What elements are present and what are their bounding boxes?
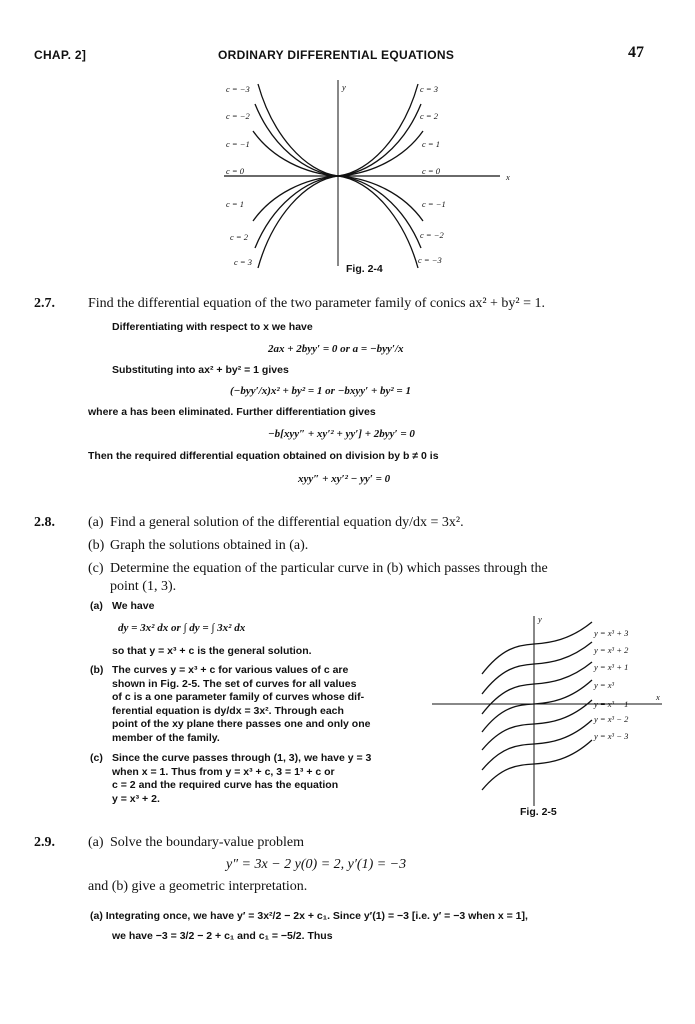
fig24-label-right-1: c = 2 (420, 111, 439, 121)
p28-a-equation: dy = 3x² dx or ∫ dy = ∫ 3x² dx (118, 622, 246, 634)
fig24-label-left-6: c = 3 (234, 257, 253, 267)
fig24-label-left-2: c = −1 (226, 139, 250, 149)
fig24-label-left-1: c = −2 (226, 111, 250, 121)
fig24-label-right-4: c = −1 (422, 199, 446, 209)
p28-b-line-3: ferential equation is dy/dx = 3x². Through each (112, 704, 344, 717)
fig25-caption: Fig. 2-5 (520, 806, 557, 818)
p28-qb-label: (b) (88, 538, 105, 553)
p27-eq-4: xyy″ + xy′² − yy′ = 0 (298, 473, 391, 485)
fig25-curve-label-2: y = x³ + 1 (594, 662, 629, 672)
p29-question: Solve the boundary-value problem (110, 835, 305, 850)
p28-b-line-4: point of the xy plane there passes one and only one (112, 718, 371, 730)
p27-line-3: where a has been eliminated. Further differentiation gives (88, 406, 376, 418)
p29-equation: y″ = 3x − 2 y(0) = 2, y′(1) = −3 (226, 857, 407, 872)
p28-qc-line-1: Determine the equation of the particular curve in (b) which passes through the (110, 561, 548, 576)
fig24-label-right-3: c = 0 (422, 166, 441, 176)
fig25-curve-label-1: y = x³ + 2 (594, 645, 629, 655)
problem-2-8-number: 2.8. (34, 515, 55, 530)
p28-c-line-0: Since the curve passes through (1, 3), we have y = 3 (112, 752, 372, 764)
fig24-label-left-4: c = 1 (226, 199, 245, 209)
fig25-curve-label-0: y = x³ + 3 (594, 628, 629, 638)
fig24-caption: Fig. 2-4 (346, 263, 383, 275)
p28-c-line-1: when x = 1. Thus from y = x³ + c, 3 = 1³ + c or (112, 765, 335, 778)
p27-line-2: Substituting into ax² + by² = 1 gives (112, 364, 289, 376)
fig25-curve-label-6: y = x³ − 3 (594, 731, 629, 741)
fig25-axis-x-label: x (656, 692, 660, 702)
p28-a-label: (a) (90, 600, 103, 612)
p29-q-label: (a) (88, 835, 104, 850)
p28-b-line-2: of c is a one parameter family of curves whose dif- (112, 691, 365, 703)
p28-c-text (112, 752, 371, 806)
p27-eq-3: −b[xyy″ + xy′² + yy′] + 2byy′ = 0 (268, 428, 415, 440)
fig25-curve-label-3: y = x³ (594, 680, 615, 690)
fig24-label-left-5: c = 2 (230, 232, 249, 242)
p29-question-2: and (b) give a geometric interpretation. (88, 879, 308, 894)
fig25-curve-label-4: y = x³ − 1 (594, 699, 629, 709)
p28-c-label: (c) (90, 752, 103, 764)
fig25-curve-label-5: y = x³ − 2 (594, 714, 629, 724)
p28-a-so: so that y = x³ + c is the general solution. (112, 645, 312, 657)
p28-b-line-1: shown in Fig. 2-5. The set of curves for all values (112, 677, 357, 690)
chapter-label: CHAP. 2] (34, 48, 87, 62)
page-number: 47 (628, 44, 644, 61)
problem-2-9-number: 2.9. (34, 835, 55, 850)
fig24-label-right-2: c = 1 (422, 139, 441, 149)
fig25-axis-y-label: y (538, 614, 542, 624)
p28-b-line-0: The curves y = x³ + c for various values of c are (112, 664, 349, 676)
p28-qc-line-2: point (1, 3). (110, 579, 177, 594)
p27-line-1: Differentiating with respect to x we have (112, 321, 313, 333)
problem-2-7-number: 2.7. (34, 296, 55, 311)
fig24-axis-x-label: x (506, 172, 510, 182)
p28-a-we-have: We have (112, 600, 155, 612)
p27-eq-2: (−byy′/x)x² + by² = 1 or −bxyy′ + by² = 1 (230, 385, 411, 397)
p29-answer-line-1: (a) Integrating once, we have y′ = 3x²/2 − 2x + c₁. Since y′(1) = −3 [i.e. y′ = −3 when x = 1], (90, 910, 528, 922)
problem-2-7-question: Find the differential equation of the two parameter family of conics ax² + by² = 1. (88, 296, 546, 311)
p28-b-line-5: member of the family. (112, 731, 220, 744)
p28-qb: Graph the solutions obtained in (a). (110, 538, 309, 553)
running-title: ORDINARY DIFFERENTIAL EQUATIONS (218, 48, 455, 62)
p27-eq-1: 2ax + 2byy′ = 0 or a = −byy′/x (268, 343, 404, 355)
figure-2-4 (210, 76, 530, 272)
fig24-axis-y-label: y (342, 82, 346, 92)
p28-qa-label: (a) (88, 515, 104, 530)
fig24-label-right-6: c = −3 (418, 255, 442, 265)
p28-b-text (112, 664, 370, 745)
p28-qc-label: (c) (88, 561, 104, 576)
p28-c-line-2: c = 2 and the required curve has the equation (112, 779, 339, 791)
figure-2-5 (430, 610, 664, 810)
p28-qa: Find a general solution of the differential equation dy/dx = 3x². (110, 515, 464, 530)
fig25-curves (482, 622, 592, 790)
p28-b-label: (b) (90, 664, 104, 676)
fig24-label-left-3: c = 0 (226, 166, 245, 176)
p29-answer-line-2: we have −3 = 3/2 − 2 + c₁ and c₁ = −5/2. Thus (112, 930, 333, 942)
p28-c-line-3: y = x³ + 2. (112, 792, 160, 805)
fig24-label-right-0: c = 3 (420, 84, 439, 94)
p27-line-4: Then the required differential equation obtained on division by b ≠ 0 is (88, 450, 439, 462)
fig24-label-right-5: c = −2 (420, 230, 444, 240)
fig24-label-left-0: c = −3 (226, 84, 250, 94)
